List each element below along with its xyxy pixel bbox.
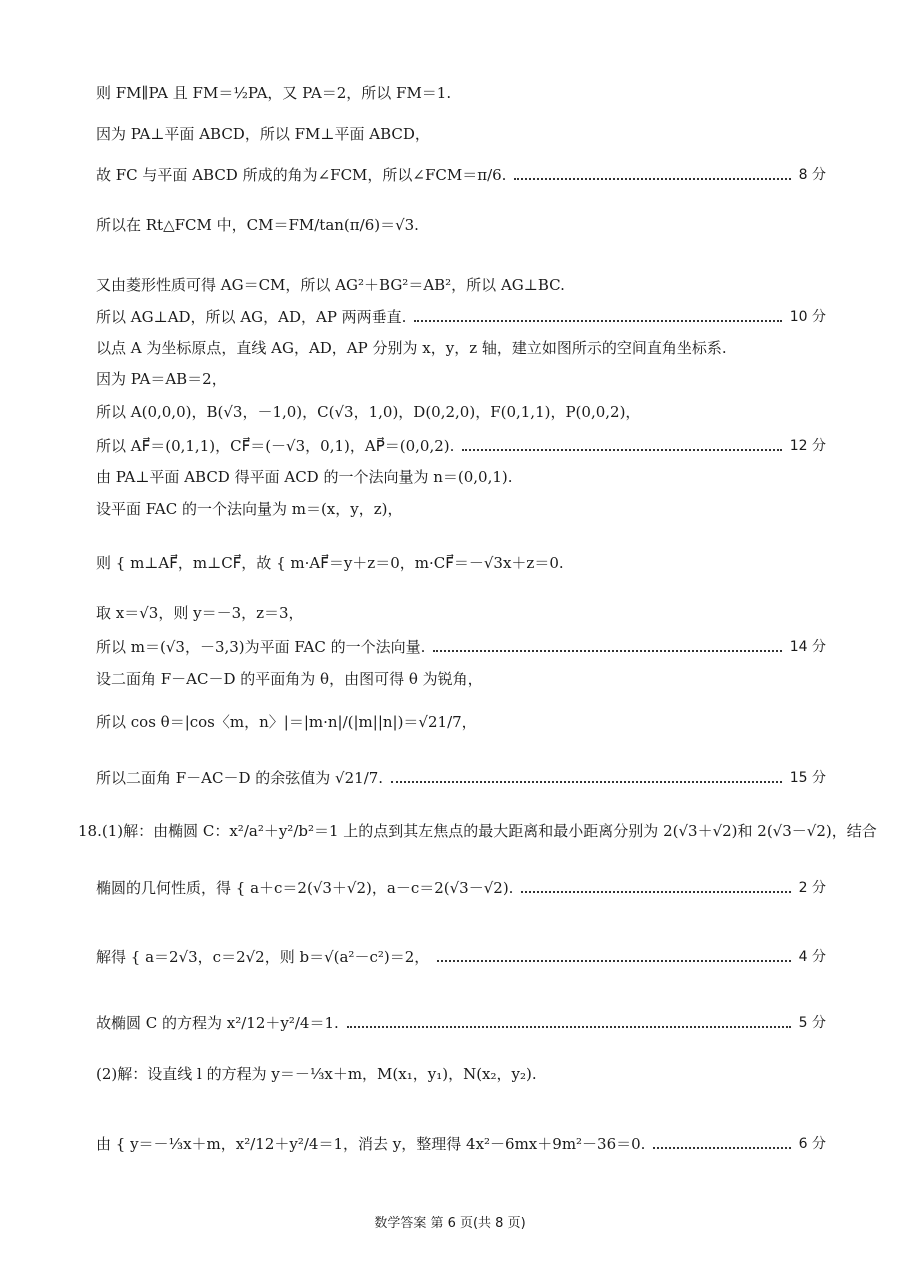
score-label: 2 分 xyxy=(798,880,826,896)
text-line: 因为 PA＝AB＝2， xyxy=(96,370,227,388)
formula-line: 所以 cos θ＝|cos〈m，n〉|＝|m·n|/(|m||n|)＝√21/7， xyxy=(96,713,477,731)
score-label: 14 分 xyxy=(789,639,826,655)
page-footer: 数学答案 第 6 页(共 8 页) xyxy=(374,1216,526,1231)
scored-line: 所以 m＝(√3，－3,3)为平面 FAC 的一个法向量. 14 分 xyxy=(96,638,826,656)
leader-dots xyxy=(437,960,790,962)
question-18-line: 18.(1)解：由椭圆 C：x²/a²＋y²/b²＝1 上的点到其左焦点的最大距离和最小距离分别为 2(√3＋√2)和 2(√3－√2)，结合 xyxy=(78,822,877,840)
score-label: 5 分 xyxy=(798,1015,826,1031)
score-label: 12 分 xyxy=(789,438,826,454)
scored-line: 椭圆的几何性质，得 { a＋c＝2(√3＋√2)，a－c＝2(√3－√2). 2 分 xyxy=(96,879,826,897)
leader-dots xyxy=(433,650,781,652)
scored-line: 解得 { a＝2√3，c＝2√2，则 b＝√(a²－c²)＝2， 4 分 xyxy=(96,948,826,966)
scored-line: 故椭圆 C 的方程为 x²/12＋y²/4＝1. 5 分 xyxy=(96,1014,826,1032)
text-line: 所以在 Rt△FCM 中，CM＝FM/tan(π/6)＝√3. xyxy=(96,216,419,234)
leader-dots xyxy=(347,1026,791,1028)
leader-dots xyxy=(462,449,781,451)
text-line: 所以 A(0,0,0)，B(√3，－1,0)，C(√3，1,0)，D(0,2,0)，F(0,1,1)，P(0,0,2)， xyxy=(96,403,641,421)
scored-line: 故 FC 与平面 ABCD 所成的角为∠FCM，所以∠FCM＝π/6. 8 分 xyxy=(96,166,826,184)
system-line: 则 { m⊥AF⃗，m⊥CF⃗，故 { m·AF⃗＝y＋z＝0，m·CF⃗＝－√3x＋z＝0. xyxy=(96,554,564,572)
leader-dots xyxy=(514,178,790,180)
score-label: 6 分 xyxy=(798,1136,826,1152)
leader-dots xyxy=(521,891,790,893)
scored-line: 由 { y＝－⅓x＋m，x²/12＋y²/4＝1，消去 y，整理得 4x²－6mx＋9m²－36＝0. 6 分 xyxy=(96,1135,826,1153)
text-line: 以点 A 为坐标原点，直线 AG，AD，AP 分别为 x，y，z 轴，建立如图所示的空间直角坐标系. xyxy=(96,339,727,357)
text-line: 则 FM∥PA 且 FM＝½PA，又 PA＝2，所以 FM＝1. xyxy=(96,84,452,102)
score-label: 8 分 xyxy=(798,167,826,183)
scored-line: 所以二面角 F－AC－D 的余弦值为 √21/7. 15 分 xyxy=(96,769,826,787)
text-line: 设二面角 F－AC－D 的平面角为 θ，由图可得 θ 为锐角， xyxy=(96,670,483,688)
text-line: 因为 PA⊥平面 ABCD，所以 FM⊥平面 ABCD， xyxy=(96,125,430,143)
leader-dots xyxy=(653,1147,790,1149)
text-line: 又由菱形性质可得 AG＝CM，所以 AG²＋BG²＝AB²，所以 AG⊥BC. xyxy=(96,276,565,294)
text-line: 设平面 FAC 的一个法向量为 m＝(x，y，z)， xyxy=(96,500,403,518)
scored-line: 所以 AG⊥AD，所以 AG，AD，AP 两两垂直. 10 分 xyxy=(96,308,826,326)
leader-dots xyxy=(414,320,781,322)
text-line: (2)解：设直线 l 的方程为 y＝－⅓x＋m，M(x₁，y₁)，N(x₂，y₂). xyxy=(96,1065,537,1083)
scored-line: 所以 AF⃗＝(0,1,1)，CF⃗＝(－√3，0,1)，AP⃗＝(0,0,2). 12 分 xyxy=(96,437,826,455)
leader-dots xyxy=(391,781,782,783)
text-line: 取 x＝√3，则 y＝－3，z＝3， xyxy=(96,604,304,622)
score-label: 4 分 xyxy=(798,949,826,965)
score-label: 15 分 xyxy=(789,770,826,786)
score-label: 10 分 xyxy=(789,309,826,325)
text-line: 由 PA⊥平面 ABCD 得平面 ACD 的一个法向量为 n＝(0,0,1). xyxy=(96,468,513,486)
